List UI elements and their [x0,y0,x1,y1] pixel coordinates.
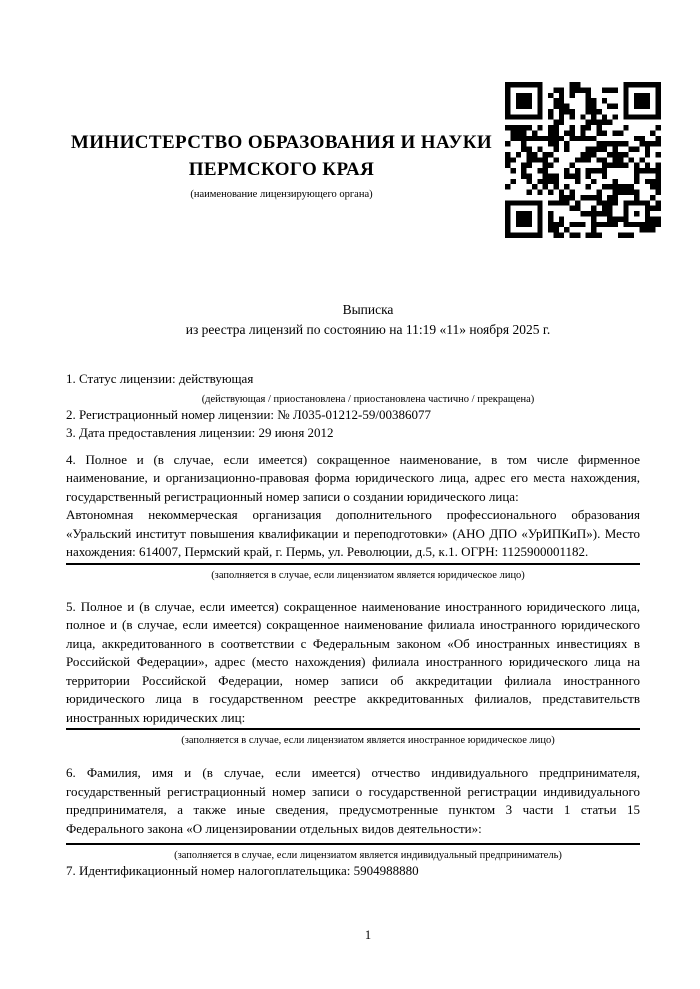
document-body [66,370,640,881]
item-2-registration-number: 2. Регистрационный номер лицензии: № Л035-01212-59/00386077 [66,406,432,422]
item-6-caption: (заполняется в случае, если лицензиатом является индивидуальный предприниматель) [174,850,562,861]
licensing-authority-header [66,129,497,201]
licensing-authority-caption: (наименование лицензирующего органа) [190,189,373,200]
item-5-caption: (заполняется в случае, если лицензиатом является иностранное юридическое лицо) [181,735,555,746]
item-3-grant-date: 3. Дата предоставления лицензии: 29 июня 2012 [66,425,334,440]
item-6-individual-entrepreneur [66,764,640,862]
item-5-rule [66,728,640,730]
document-title [66,300,640,339]
item-4-licensee-value: Автономная некоммерческая организация дополнительного профессионального образования «Уральский институт повышения квалификации и переподготовки» (АНО ДПО «УрИПКиП»). Место нахождения: 614007, Пермский край, г. Пермь, ул. Революции, д.5, к.1. ОГРН: 1125900001182. [66,507,640,559]
item-1-caption: (действующая / приостановлена / приостановлена частично / прекращена) [201,393,535,405]
item-4-rule [66,563,640,565]
document-title-line2: из реестра лицензий по состоянию на 11:19 «11» ноября 2025 г. [185,321,551,337]
item-4-caption: (заполняется в случае, если лицензиатом является юридическое лицо) [211,569,525,581]
page-number: 1 [364,928,372,942]
item-7-taxpayer-number: 7. Идентификационный номер налогоплательщика: 5904988880 [66,863,419,878]
item-5-foreign-entity [66,598,640,748]
item-4-legal-entity [66,451,640,582]
ministry-name-line1: МИНИСТЕРСТВО ОБРАЗОВАНИЯ И НАУКИ [70,132,493,153]
item-5-statutory-text: 5. Полное и (в случае, если имеется) сокращенное наименование иностранного юридического лица, полное и (в случае, если имеется) сокращенное наименование филиала иностранного юридического лица, аккредитованного в соответствии с Федеральным законом «Об иностранных инвестициях в Российской Федерации», адрес (место нахождения) филиала иностранного юридического лица на территории Российской Федерации, номер записи об аккредитации филиала иностранного юридического лица в государственном реестре аккредитованных филиалов, представительств иностранных юридических лиц: [66,598,640,725]
item-6-statutory-text: 6. Фамилия, имя и (в случае, если имеется) отчество индивидуального предпринимателя, государственный регистрационный номер записи о государственной регистрации индивидуального предпринимателя, а также иные сведения, предусмотренные пунктом 3 части 1 статьи 15 Федерального закона «О лицензировании отдельных видов деятельности»: [66,765,640,836]
item-6-rule [66,843,640,845]
item-1-license-status: 1. Статус лицензии: действующая [66,371,254,386]
qr-code [505,82,661,238]
document-title-line1: Выписка [342,302,394,317]
ministry-name-line2: ПЕРМСКОГО КРАЯ [188,159,375,180]
item-4-statutory-text: 4. Полное и (в случае, если имеется) сокращенное наименование, в том числе фирменное наименование, и организационно-правовая форма юридического лица, адрес его места нахождения, государственный регистрационный номер записи о создании юридического лица: [66,451,640,504]
